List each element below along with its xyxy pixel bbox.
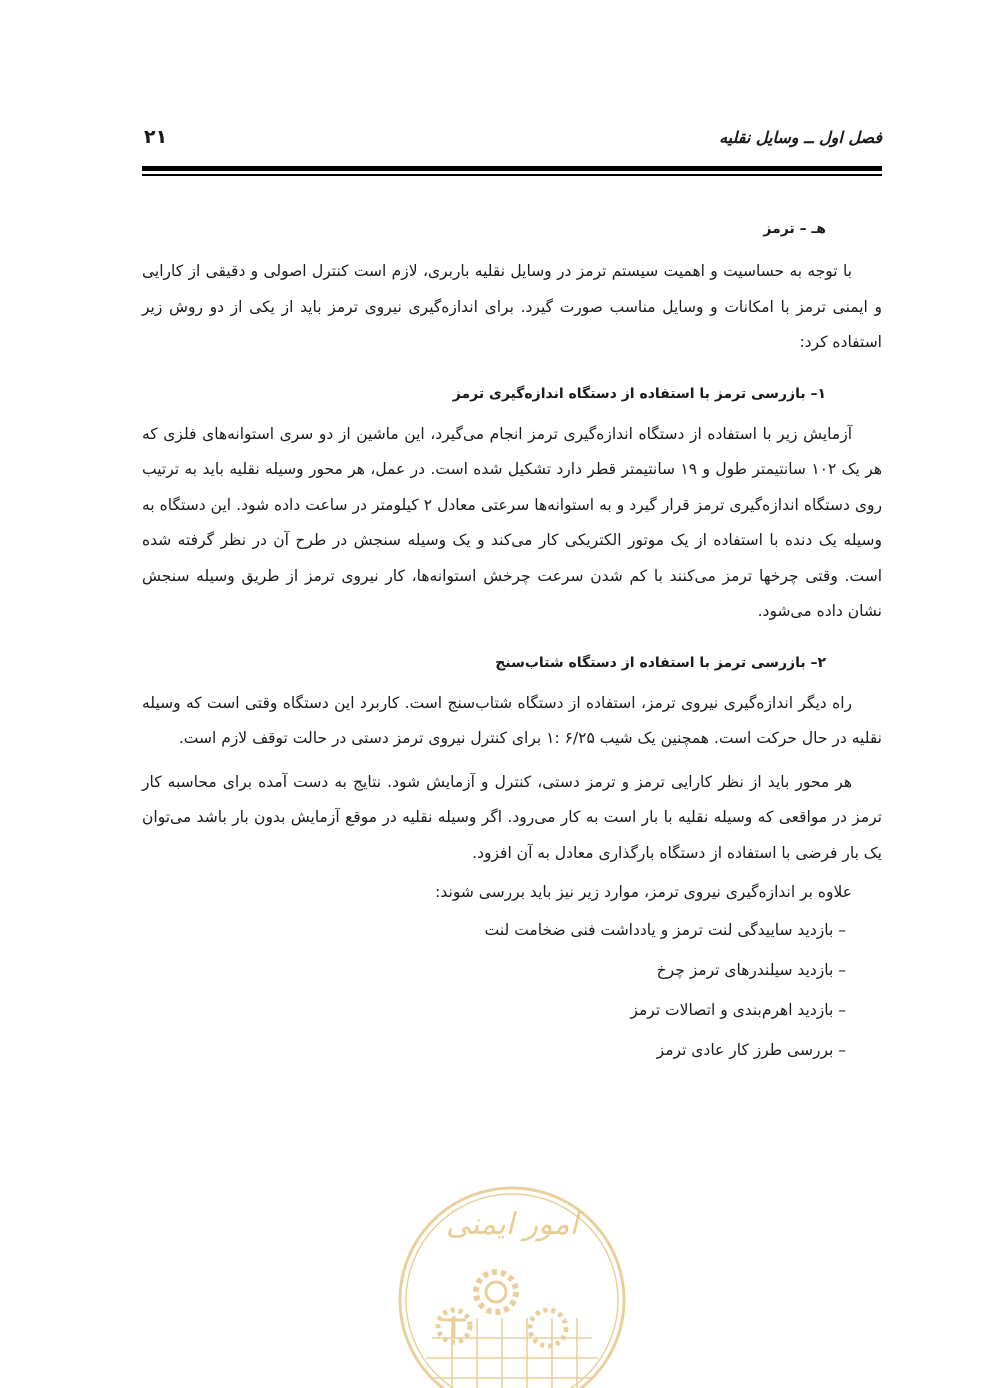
checks-intro: علاوه بر اندازه‌گیری نیروی ترمز، موارد زیر نیز باید بررسی شوند:: [435, 883, 852, 901]
check-item: – بررسی طرز کار عادی ترمز: [142, 1030, 846, 1070]
header-rule-thick: [142, 166, 882, 171]
section-heading: هـ – ترمز: [763, 221, 826, 237]
page-number: ۲۱: [144, 126, 168, 148]
check-item: – بازدید ساییدگی لنت ترمز و یادداشت فنی ضخامت لنت: [142, 910, 846, 950]
check-item: – بازدید اهرم‌بندی و اتصالات ترمز: [142, 990, 846, 1030]
section-intro: با توجه به حساسیت و اهمیت سیستم ترمز در وسایل نقلیه باربری، لازم است کنترل اصولی و دقیقی از کارایی و ایمنی ترمز با امکانات و وسایل مناسب صورت گیرد. برای اندازه‌گیری نیروی ترمز باید از یکی از دو روش زیر استفاده کرد:: [142, 262, 882, 351]
method2-text-2: هر محور باید از نظر کارایی ترمز و ترمز دستی، کنترل و آزمایش شود. نتایج به دست آمده برای محاسبه کار ترمز در مواقعی که وسیله نقلیه با بار است به کار می‌رود. اگر وسیله نقلیه در موقع آزمایش بدون بار باشد می‌توان یک بار فرضی با استفاده از دستگاه بارگذاری معادل به آن افزود.: [142, 772, 882, 862]
checks-list: [142, 910, 882, 1070]
seal-logo-icon: [392, 1178, 632, 1388]
chapter-title: فصل اول ــ وسایل نقلیه: [719, 128, 882, 147]
method1-heading: ۱– بازرسی ترمز با استفاده از دستگاه اندازه‌گیری ترمز: [452, 385, 826, 402]
page-body: [142, 206, 882, 1070]
watermark-seal: [392, 1178, 632, 1388]
method2-text: راه دیگر اندازه‌گیری نیروی ترمز، استفاده از دستگاه شتاب‌سنج است. کاربرد این دستگاه وقتی است که وسیله نقلیه در حال حرکت است. همچنین یک شیب ۶/۲۵ :۱ برای کنترل نیروی ترمز دستی در حالت توقف لازم است.: [142, 693, 882, 747]
method2-heading: ۲– بازرسی ترمز با استفاده از دستگاه شتاب‌سنج: [495, 654, 826, 671]
watermark-text: امور ایمنی: [445, 1207, 579, 1242]
header-rule-thin: [142, 174, 882, 176]
page-header: [142, 124, 882, 154]
method1-text: آزمایش زیر با استفاده از دستگاه اندازه‌گیری ترمز انجام می‌گیرد، این ماشین از دو سری استوانه‌های فلزی که هر یک ۱۰۲ سانتیمتر طول و ۱۹ سانتیمتر قطر دارد تشکیل شده است. در عمل، هر محور وسیله نقلیه باید به ترتیب روی دستگاه اندازه‌گیری ترمز قرار گیرد و به استوانه‌ها سرعتی معادل ۲ کیلومتر در ساعت داده شود. این دستگاه به وسیله یک دنده با استفاده از یک موتور الکتریکی کار می‌کند و یک وسیله سنجش در طرح آن در نظر گرفته شده است. وقتی چرخها ترمز می‌کنند با کم شدن سرعت چرخش استوانه‌ها، کار نیروی ترمز از طریق وسیله سنجش نشان داده می‌شود.: [142, 424, 882, 620]
check-item: – بازدید سیلندرهای ترمز چرخ: [142, 950, 846, 990]
